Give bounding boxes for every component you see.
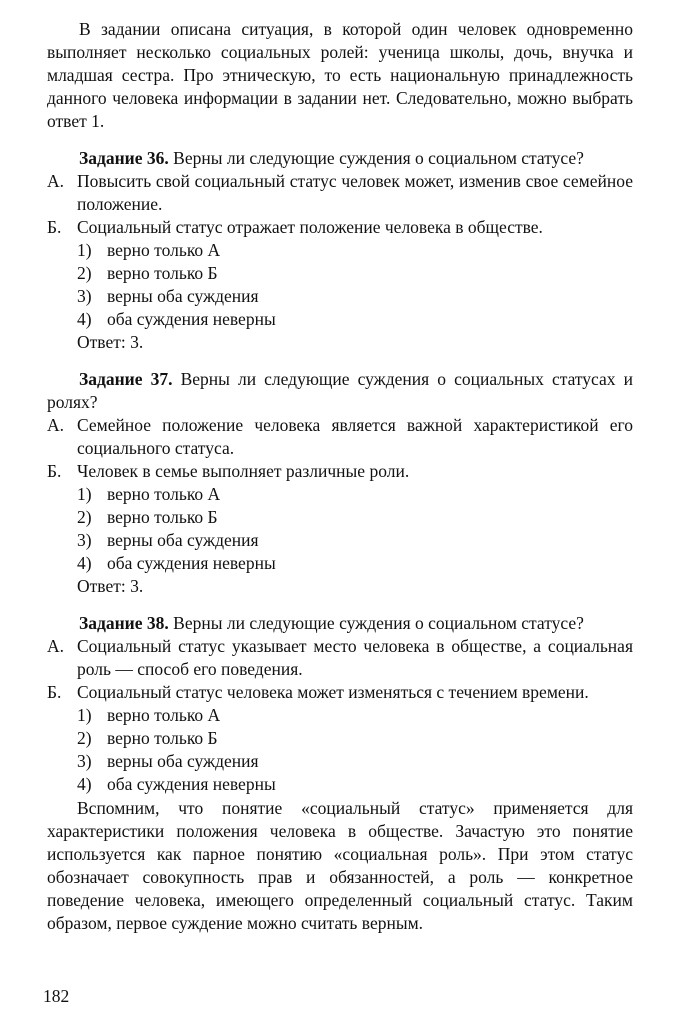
task-label: Задание 36.	[79, 148, 169, 168]
options-list	[77, 483, 633, 575]
task-question: Верны ли следующие суждения о социальных статусах и ролях?	[47, 369, 633, 412]
option-4: 4) оба суждения неверны	[77, 309, 276, 329]
option-1: 1) верно только А	[77, 240, 221, 260]
task-question: Верны ли следующие суждения о социальном статусе?	[173, 613, 584, 633]
explanation-paragraph: Вспомним, что понятие «социальный статус» применяется для характеристики положения человека в обществе. Зачастую это понятие используется как парное понятию «социальная роль». При этом статус обозначает совокупность прав и обязанностей, а роль — конкретное поведение человека, имеющего определенный социальный статус. Таким образом, первое суждение можно считать верным.	[47, 798, 633, 933]
option-3: 3) верны оба суждения	[77, 530, 259, 550]
answer: Ответ: 3.	[77, 332, 144, 352]
task-heading	[47, 368, 633, 414]
task-heading	[47, 147, 633, 170]
option-3: 3) верны оба суждения	[77, 751, 259, 771]
statement-b: Б. Социальный статус человека может изменяться с течением времени.	[47, 682, 589, 702]
answer: Ответ: 3.	[77, 576, 144, 596]
statement-a: А. Повысить свой социальный статус человек может, изменив свое семейное положение.	[47, 171, 633, 214]
intro-paragraph: В задании описана ситуация, в которой один человек одновременно выполняет несколько социальных ролей: ученица школы, дочь, внучка и младшая сестра. Про этническую, то есть национальную принадлежность данного человека информации в задании нет. Следовательно, можно выбрать ответ 1.	[47, 19, 633, 131]
options-list	[77, 704, 633, 796]
statement-b: Б. Человек в семье выполняет различные роли.	[47, 461, 410, 481]
option-2: 2) верно только Б	[77, 728, 218, 748]
task-37	[47, 368, 633, 598]
option-1: 1) верно только А	[77, 484, 221, 504]
option-4: 4) оба суждения неверны	[77, 774, 276, 794]
option-1: 1) верно только А	[77, 705, 221, 725]
option-2: 2) верно только Б	[77, 507, 218, 527]
task-heading	[47, 612, 633, 635]
task-36	[47, 147, 633, 354]
page-number: 182	[43, 986, 70, 1006]
option-3: 3) верны оба суждения	[77, 286, 259, 306]
task-label: Задание 37.	[79, 369, 173, 389]
statement-b: Б. Социальный статус отражает положение человека в обществе.	[47, 217, 543, 237]
task-question: Верны ли следующие суждения о социальном статусе?	[173, 148, 584, 168]
statement-a: А. Семейное положение человека является важной характеристикой его социального статуса.	[47, 415, 633, 458]
options-list	[77, 239, 633, 331]
page-content	[47, 18, 633, 935]
option-4: 4) оба суждения неверны	[77, 553, 276, 573]
task-38	[47, 612, 633, 796]
statement-a: А. Социальный статус указывает место человека в обществе, а социальная роль — способ его поведения.	[47, 636, 633, 679]
task-label: Задание 38.	[79, 613, 169, 633]
option-2: 2) верно только Б	[77, 263, 218, 283]
